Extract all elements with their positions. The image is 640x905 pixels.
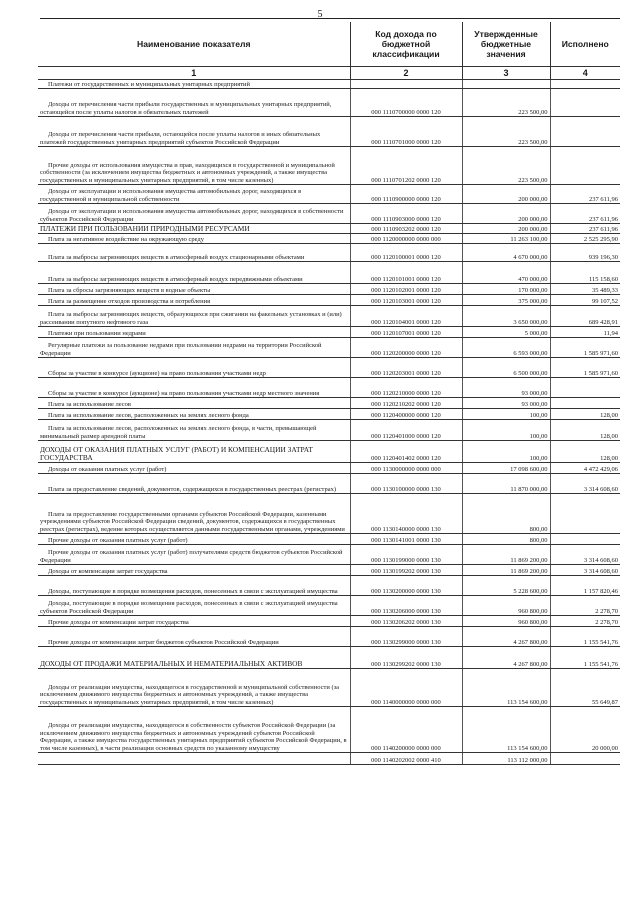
row-approved: 11 869 200,00: [462, 545, 550, 565]
row-code: 000 1110701000 0000 120: [350, 117, 462, 147]
row-executed: 2 278,70: [550, 616, 620, 627]
row-approved: 113 154 600,00: [462, 669, 550, 707]
row-name: [38, 753, 350, 765]
row-approved: 960 800,00: [462, 596, 550, 616]
row-code: 000 1130100000 0000 130: [350, 474, 462, 494]
table-row: [38, 441, 620, 463]
row-approved: 200 000,00: [462, 224, 550, 234]
table-row: [38, 616, 620, 627]
row-approved: 11 263 100,00: [462, 234, 550, 244]
column-number-4: 4: [550, 67, 620, 80]
table-row: [38, 534, 620, 545]
row-code: 000 1120101001 0000 120: [350, 262, 462, 284]
row-approved: 100,00: [462, 441, 550, 463]
row-name: Доходы от перечисления части прибыли государственных и муниципальных унитарных предприятий, остающейся после уплаты налогов и обязательных платежей: [38, 89, 350, 117]
table-row: [38, 420, 620, 441]
table-row: [38, 398, 620, 409]
row-executed: [550, 378, 620, 398]
table-row: [38, 647, 620, 669]
row-approved: 100,00: [462, 409, 550, 420]
page-number: 5: [317, 9, 323, 20]
table-row: [38, 627, 620, 647]
row-executed: 55 649,87: [550, 669, 620, 707]
row-name: Доходы от перечисления части прибыли, остающейся после уплаты налогов и иных обязательных платежей государственных унитарных предприятий субъектов Российской Федерации: [38, 117, 350, 147]
row-executed: 2 525 295,90: [550, 234, 620, 244]
row-executed: [550, 534, 620, 545]
row-code: 000 1120000000 0000 000: [350, 234, 462, 244]
row-name: Плата за размещение отходов производства и потребления: [38, 295, 350, 306]
row-name: Доходы от компенсации затрат государства: [38, 565, 350, 576]
table-row: [38, 753, 620, 765]
row-approved: 800,00: [462, 534, 550, 545]
row-executed: 3 314 608,60: [550, 474, 620, 494]
row-name: Платежи от государственных и муниципальных унитарных предприятий: [38, 80, 350, 89]
row-approved: 960 800,00: [462, 616, 550, 627]
table-row: [38, 80, 620, 89]
row-approved: 223 500,00: [462, 147, 550, 185]
row-approved: 113 154 600,00: [462, 707, 550, 753]
row-approved: 800,00: [462, 494, 550, 534]
table-row: [38, 306, 620, 327]
table-row: [38, 284, 620, 295]
table-row: [38, 327, 620, 338]
row-name: Платежи при пользовании недрами: [38, 327, 350, 338]
row-approved: 6 500 000,00: [462, 358, 550, 378]
row-name: Прочие доходы от использования имущества и прав, находящихся в государственной и муниципальной собственности (за исключением имущества бюджетных и автономных учреждений, а также имущества государственных и муниципальных унитарных предприятий, в том числе казенных): [38, 147, 350, 185]
row-approved: 200 000,00: [462, 185, 550, 204]
row-executed: 237 611,96: [550, 224, 620, 234]
row-name: Регулярные платежи за пользование недрами при пользовании недрами на территории Российской Федерации: [38, 338, 350, 358]
column-number-row: [38, 67, 620, 80]
table-header-row: [38, 22, 620, 67]
row-code: 000 1120210000 0000 120: [350, 378, 462, 398]
header-executed: Исполнено: [550, 22, 620, 67]
row-approved: 170 000,00: [462, 284, 550, 295]
row-name: Плата за предоставление сведений, документов, содержащихся в государственных реестрах (регистрах): [38, 474, 350, 494]
row-name: Плата за выбросы загрязняющих веществ в атмосферный воздух стационарными объектами: [38, 244, 350, 262]
row-name: Доходы от эксплуатации и использования имущества автомобильных дорог, находящихся в государственной и муниципальной собственности: [38, 185, 350, 204]
row-name: Сборы за участие в конкурсе (аукционе) на право пользования участками недр местного значения: [38, 378, 350, 398]
table-row: [38, 494, 620, 534]
table-row: [38, 117, 620, 147]
row-name: Доходы от реализации имущества, находящегося в собственности субъектов Российской Федерации (за исключением движимого имущества бюджетных и автономных учреждений субъектов Российской Федерации, а также имущества государственных унитарных предприятий субъектов Российской Федерации, в том числе казенных), в части реализации основных средств по указанному имуществу: [38, 707, 350, 753]
row-executed: 1 585 971,60: [550, 338, 620, 358]
row-code: 000 1120200000 0000 120: [350, 338, 462, 358]
row-code: [350, 80, 462, 89]
row-name: Прочие доходы от оказания платных услуг (работ) получателями средств бюджетов субъектов Российской Федерации: [38, 545, 350, 565]
row-executed: 115 158,60: [550, 262, 620, 284]
row-name: Прочие доходы от компенсации затрат государства: [38, 616, 350, 627]
row-code: 000 1120400000 0000 120: [350, 409, 462, 420]
row-executed: 2 278,70: [550, 596, 620, 616]
row-code: 000 1110903202 0000 120: [350, 224, 462, 234]
row-approved: [462, 80, 550, 89]
table-row: [38, 204, 620, 224]
row-executed: 128,00: [550, 409, 620, 420]
row-executed: 939 196,30: [550, 244, 620, 262]
row-executed: [550, 494, 620, 534]
row-executed: 11,94: [550, 327, 620, 338]
row-code: 000 1120203001 0000 120: [350, 358, 462, 378]
row-executed: 1 155 541,76: [550, 647, 620, 669]
row-executed: 99 107,52: [550, 295, 620, 306]
row-approved: 3 650 000,00: [462, 306, 550, 327]
row-code: 000 1130141001 0000 130: [350, 534, 462, 545]
row-code: 000 1130299000 0000 130: [350, 627, 462, 647]
row-name: Плата за использование лесов, расположенных на землях лесного фонда, в части, превышающей минимальный размер арендной платы: [38, 420, 350, 441]
column-number-3: 3: [462, 67, 550, 80]
row-code: 000 1120210202 0000 120: [350, 398, 462, 409]
row-approved: 113 112 000,00: [462, 753, 550, 765]
row-code: 000 1120100001 0000 120: [350, 244, 462, 262]
header-code: Код дохода по бюджетной классификации: [350, 22, 462, 67]
row-name: ДОХОДЫ ОТ ПРОДАЖИ МАТЕРИАЛЬНЫХ И НЕМАТЕРИАЛЬНЫХ АКТИВОВ: [38, 647, 350, 669]
row-code: 000 1120102001 0000 120: [350, 284, 462, 295]
row-approved: 100,00: [462, 420, 550, 441]
row-name: Доходы от оказания платных услуг (работ): [38, 463, 350, 474]
row-code: 000 1130199000 0000 130: [350, 545, 462, 565]
row-executed: 128,00: [550, 441, 620, 463]
row-executed: 237 611,96: [550, 185, 620, 204]
header-name: Наименование показателя: [38, 22, 350, 67]
header-approved: Утвержденные бюджетные значения: [462, 22, 550, 67]
row-code: 000 1120104001 0000 120: [350, 306, 462, 327]
table-row: [38, 545, 620, 565]
row-executed: [550, 147, 620, 185]
row-approved: 11 869 200,00: [462, 565, 550, 576]
row-code: 000 1110701202 0000 120: [350, 147, 462, 185]
column-number-1: 1: [38, 67, 350, 80]
table-row: [38, 295, 620, 306]
row-code: 000 1130206000 0000 130: [350, 596, 462, 616]
table-row: [38, 707, 620, 753]
row-executed: 1 157 820,46: [550, 576, 620, 596]
table-row: [38, 378, 620, 398]
table-row: [38, 669, 620, 707]
table-row: [38, 224, 620, 234]
row-name: Плата за предоставление государственными органами субъектов Российской Федерации, казенными учреждениями субъектов Российской Федерации сведений, документов, содержащихся в государственных реестрах (регистрах), ведение которых осуществляется данными государственными органами, учреждениями: [38, 494, 350, 534]
row-code: 000 1130200000 0000 130: [350, 576, 462, 596]
row-executed: 3 314 608,60: [550, 545, 620, 565]
row-approved: 5 000,00: [462, 327, 550, 338]
row-approved: 11 870 000,00: [462, 474, 550, 494]
table-row: [38, 234, 620, 244]
row-name: Сборы за участие в конкурсе (аукционе) на право пользования участками недр: [38, 358, 350, 378]
row-code: 000 1120401402 0000 120: [350, 441, 462, 463]
row-approved: 223 500,00: [462, 89, 550, 117]
row-approved: 375 000,00: [462, 295, 550, 306]
row-code: 000 1140200000 0000 000: [350, 707, 462, 753]
table-row: [38, 185, 620, 204]
row-name: Плата за выбросы загрязняющих веществ в атмосферный воздух передвижными объектами: [38, 262, 350, 284]
row-executed: 689 428,91: [550, 306, 620, 327]
row-executed: 1 585 971,60: [550, 358, 620, 378]
row-name: Плата за негативное воздействие на окружающую среду: [38, 234, 350, 244]
row-executed: [550, 89, 620, 117]
table-row: [38, 358, 620, 378]
table-row: [38, 89, 620, 117]
row-name: Прочие доходы от оказания платных услуг (работ): [38, 534, 350, 545]
row-approved: 223 500,00: [462, 117, 550, 147]
row-name: Доходы, поступающие в порядке возмещения расходов, понесенных в связи с эксплуатацией имущества субъектов Российской Федерации: [38, 596, 350, 616]
row-approved: 17 098 600,00: [462, 463, 550, 474]
table-row: [38, 565, 620, 576]
row-executed: 1 155 541,76: [550, 627, 620, 647]
top-rule: [40, 18, 620, 19]
row-name: Доходы от эксплуатации и использования имущества автомобильных дорог, находящихся в собственности субъектов Российской Федерации: [38, 204, 350, 224]
row-code: 000 1140202002 0000 410: [350, 753, 462, 765]
row-executed: [550, 398, 620, 409]
row-code: 000 1130000000 0000 000: [350, 463, 462, 474]
row-executed: [550, 753, 620, 765]
table-row: [38, 244, 620, 262]
table-row: [38, 338, 620, 358]
table-row: [38, 596, 620, 616]
row-executed: 3 314 608,60: [550, 565, 620, 576]
row-executed: 4 472 429,06: [550, 463, 620, 474]
row-approved: 4 670 000,00: [462, 244, 550, 262]
row-code: 000 1130199202 0000 130: [350, 565, 462, 576]
row-name: Плата за использование лесов, расположенных на землях лесного фонда: [38, 409, 350, 420]
row-name: Плата за использование лесов: [38, 398, 350, 409]
column-number-2: 2: [350, 67, 462, 80]
row-code: 000 1130299202 0000 130: [350, 647, 462, 669]
row-code: 000 1110700000 0000 120: [350, 89, 462, 117]
row-approved: 470 000,00: [462, 262, 550, 284]
row-code: 000 1130140000 0000 130: [350, 494, 462, 534]
row-approved: 93 000,00: [462, 398, 550, 409]
row-name: Прочие доходы от компенсации затрат бюджетов субъектов Российской Федерации: [38, 627, 350, 647]
row-executed: [550, 117, 620, 147]
row-code: 000 1120107001 0000 120: [350, 327, 462, 338]
row-approved: 4 267 800,00: [462, 647, 550, 669]
row-executed: [550, 80, 620, 89]
table-row: [38, 147, 620, 185]
row-code: 000 1110900000 0000 120: [350, 185, 462, 204]
row-code: 000 1130206202 0000 130: [350, 616, 462, 627]
table-row: [38, 474, 620, 494]
row-name: Доходы, поступающие в порядке возмещения расходов, понесенных в связи с эксплуатацией имущества: [38, 576, 350, 596]
row-approved: 5 228 600,00: [462, 576, 550, 596]
row-code: 000 1140000000 0000 000: [350, 669, 462, 707]
table-row: [38, 262, 620, 284]
revenue-table: [38, 22, 620, 765]
row-name: ДОХОДЫ ОТ ОКАЗАНИЯ ПЛАТНЫХ УСЛУГ (РАБОТ) И КОМПЕНСАЦИИ ЗАТРАТ ГОСУДАРСТВА: [38, 441, 350, 463]
row-approved: 93 000,00: [462, 378, 550, 398]
row-name: ПЛАТЕЖИ ПРИ ПОЛЬЗОВАНИИ ПРИРОДНЫМИ РЕСУРСАМИ: [38, 224, 350, 234]
row-code: 000 1120103001 0000 120: [350, 295, 462, 306]
row-name: Плата за выбросы загрязняющих веществ, образующихся при сжигании на факельных установках и (или) рассеивании попутного нефтяного газа: [38, 306, 350, 327]
row-executed: 128,00: [550, 420, 620, 441]
row-executed: 237 611,96: [550, 204, 620, 224]
row-approved: 200 000,00: [462, 204, 550, 224]
row-executed: 20 000,00: [550, 707, 620, 753]
row-approved: 4 267 800,00: [462, 627, 550, 647]
row-code: 000 1120401000 0000 120: [350, 420, 462, 441]
row-executed: 35 489,33: [550, 284, 620, 295]
row-approved: 6 593 000,00: [462, 338, 550, 358]
row-name: Плата за сбросы загрязняющих веществ в водные объекты: [38, 284, 350, 295]
table-row: [38, 463, 620, 474]
table-row: [38, 576, 620, 596]
row-name: Доходы от реализации имущества, находящегося в государственной и муниципальной собственности (за исключением движимого имущества бюджетных и автономных учреждений, а также имущества государственных и муниципальных унитарных предприятий, в том числе казенных): [38, 669, 350, 707]
table-row: [38, 409, 620, 420]
row-code: 000 1110903000 0000 120: [350, 204, 462, 224]
